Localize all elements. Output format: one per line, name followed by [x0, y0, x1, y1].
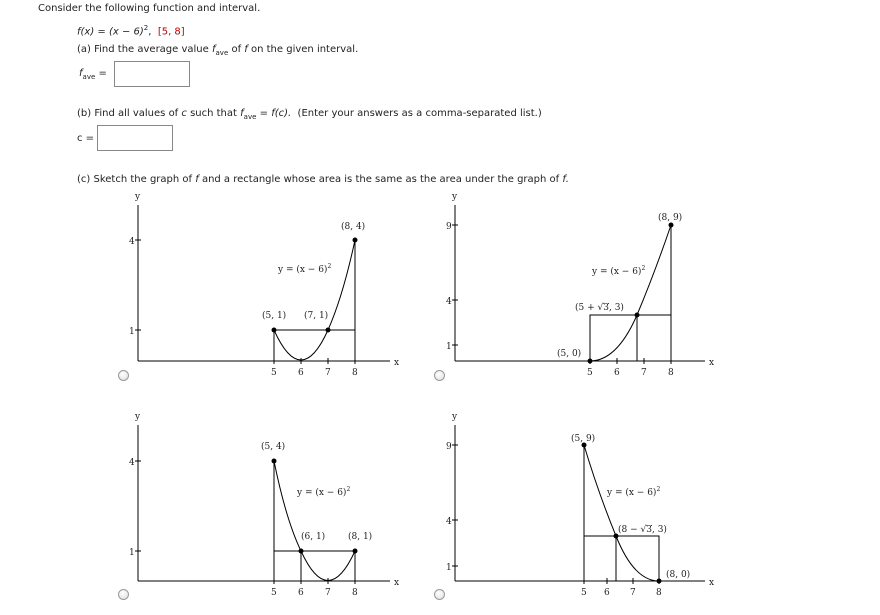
graph-3-y-label: y — [135, 412, 141, 422]
function-expression: f(x) = (x − 6) — [77, 26, 144, 38]
fave-label-f: f — [79, 68, 83, 79]
graph-4-xtick-6: 6 — [604, 588, 610, 598]
graph-1-x-label: x — [394, 358, 400, 368]
interval: [5, 8] — [157, 26, 185, 38]
graph-1-func-label: $y = (x - 6)^2$ — [278, 263, 332, 275]
part-b-fc: f(c). — [271, 108, 292, 119]
graph-4-ytick-9: 9 — [446, 442, 452, 452]
graph-4-y-label: y — [452, 412, 458, 422]
graph-4-ytick-4: 4 — [446, 517, 452, 527]
graph-3-func-label: $y = (x - 6)^2$ — [297, 486, 351, 498]
graph-3-curve — [274, 461, 355, 581]
graph-1-ytick-1: 1 — [129, 327, 135, 337]
graph-4-func-label: $y = (x - 6)^2$ — [607, 486, 661, 498]
fave-label-eq: = — [98, 68, 107, 79]
graph-2-curve — [590, 225, 671, 361]
graph-2-rectangle — [590, 315, 671, 361]
graph-4-x-label: x — [709, 578, 715, 588]
graph-3-xtick-5: 5 — [271, 588, 277, 598]
graph-1-point-8-4: (8, 4) — [341, 222, 366, 232]
part-b-pre: (b) Find all values of — [77, 108, 179, 119]
part-c-mid: and a rectangle whose area is the same as the area under the graph of — [201, 174, 560, 185]
intro-text: Consider the following function and interval. — [38, 3, 261, 14]
part-b-eq: = — [259, 108, 268, 119]
part-c-fsym2: f. — [562, 174, 569, 185]
graph-3-ytick-4: 4 — [129, 458, 135, 468]
part-b-c: c — [181, 108, 187, 119]
graph-4-point-sqrt: (8 − √3, 3) — [618, 525, 667, 535]
graph-4-curve — [584, 445, 659, 581]
graph-2-point-sqrt: (5 + √3, 3) — [575, 303, 624, 313]
graph-2-ytick-4: 4 — [446, 297, 452, 307]
part-b-post: (Enter your answers as a comma-separated list.) — [297, 108, 542, 119]
graph-4-xtick-5: 5 — [581, 588, 587, 598]
graph-1-xtick-8: 8 — [352, 368, 358, 378]
graph-2-xtick-8: 8 — [668, 368, 674, 378]
graph-1-ytick-4: 4 — [129, 237, 135, 247]
graph-2-point-5-0: (5, 0) — [557, 349, 582, 359]
graph-3-xtick-8: 8 — [352, 588, 358, 598]
part-a-fsym: f — [211, 44, 216, 55]
graph-4-point-8-0: (8, 0) — [666, 570, 691, 580]
graph-4-xtick-8: 8 — [656, 588, 662, 598]
graph-1-xtick-6: 6 — [298, 368, 304, 378]
graph-4-point-5-9: (5, 9) — [571, 434, 596, 444]
part-c-pre: (c) Sketch the graph of — [77, 174, 193, 185]
graph-3-point-6-1: (6, 1) — [301, 532, 326, 542]
graph-2-point-8-9: (8, 9) — [658, 213, 683, 223]
c-label: c = — [77, 133, 95, 144]
graph-2-ytick-9: 9 — [446, 222, 452, 232]
fave-label-sub: ave — [82, 73, 96, 81]
part-c-fsym: f — [195, 174, 199, 185]
graph-3-point-8-1: (8, 1) — [348, 532, 373, 542]
part-a-pre: (a) Find the average value — [77, 44, 209, 55]
graph-2-x-label: x — [709, 358, 715, 368]
graph-3-rectangle — [274, 551, 355, 581]
graph-2 — [452, 205, 705, 364]
graph-3-xtick-7: 7 — [325, 588, 331, 598]
graph-4-ytick-1: 1 — [446, 563, 452, 573]
graph-2-xtick-5: 5 — [587, 368, 593, 378]
graph-1-point-5-1: (5, 1) — [262, 311, 287, 321]
part-b-sub: ave — [243, 113, 257, 121]
function-exponent: 2 — [143, 24, 149, 32]
graph-1-point-7-1: (7, 1) — [304, 311, 329, 321]
graph-3-ytick-1: 1 — [129, 548, 135, 558]
graph-2-xtick-6: 6 — [614, 368, 620, 378]
graph-2-ytick-1: 1 — [446, 342, 452, 352]
part-a-post: on the given interval. — [251, 44, 359, 55]
graph-1-y-label: y — [135, 192, 141, 202]
graph-1-rectangle — [274, 330, 355, 361]
graph-4 — [452, 425, 705, 584]
graph-3-x-label: x — [394, 578, 400, 588]
part-b-fsym: f — [240, 108, 244, 119]
graph-2-func-label: $y = (x - 6)^2$ — [592, 265, 646, 277]
graph-2-xtick-7: 7 — [641, 368, 647, 378]
graph-1-xtick-5: 5 — [271, 368, 277, 378]
part-a-mid: of — [231, 44, 242, 55]
graph-3-point-5-4: (5, 4) — [261, 442, 286, 452]
function-definition: $f(x) = (x - 6)^2$, [5, 8] — [77, 24, 185, 38]
graph-3-xtick-6: 6 — [298, 588, 304, 598]
graph-1-curve — [274, 240, 355, 360]
part-a-sub: ave — [215, 49, 229, 57]
graph-4-rectangle — [584, 536, 659, 581]
graph-1-xtick-7: 7 — [325, 368, 331, 378]
graph-2-y-label: y — [452, 192, 458, 202]
part-a-fsym2: f — [244, 44, 248, 55]
graph-4-xtick-7: 7 — [630, 588, 636, 598]
part-b-mid: such that — [190, 108, 237, 119]
